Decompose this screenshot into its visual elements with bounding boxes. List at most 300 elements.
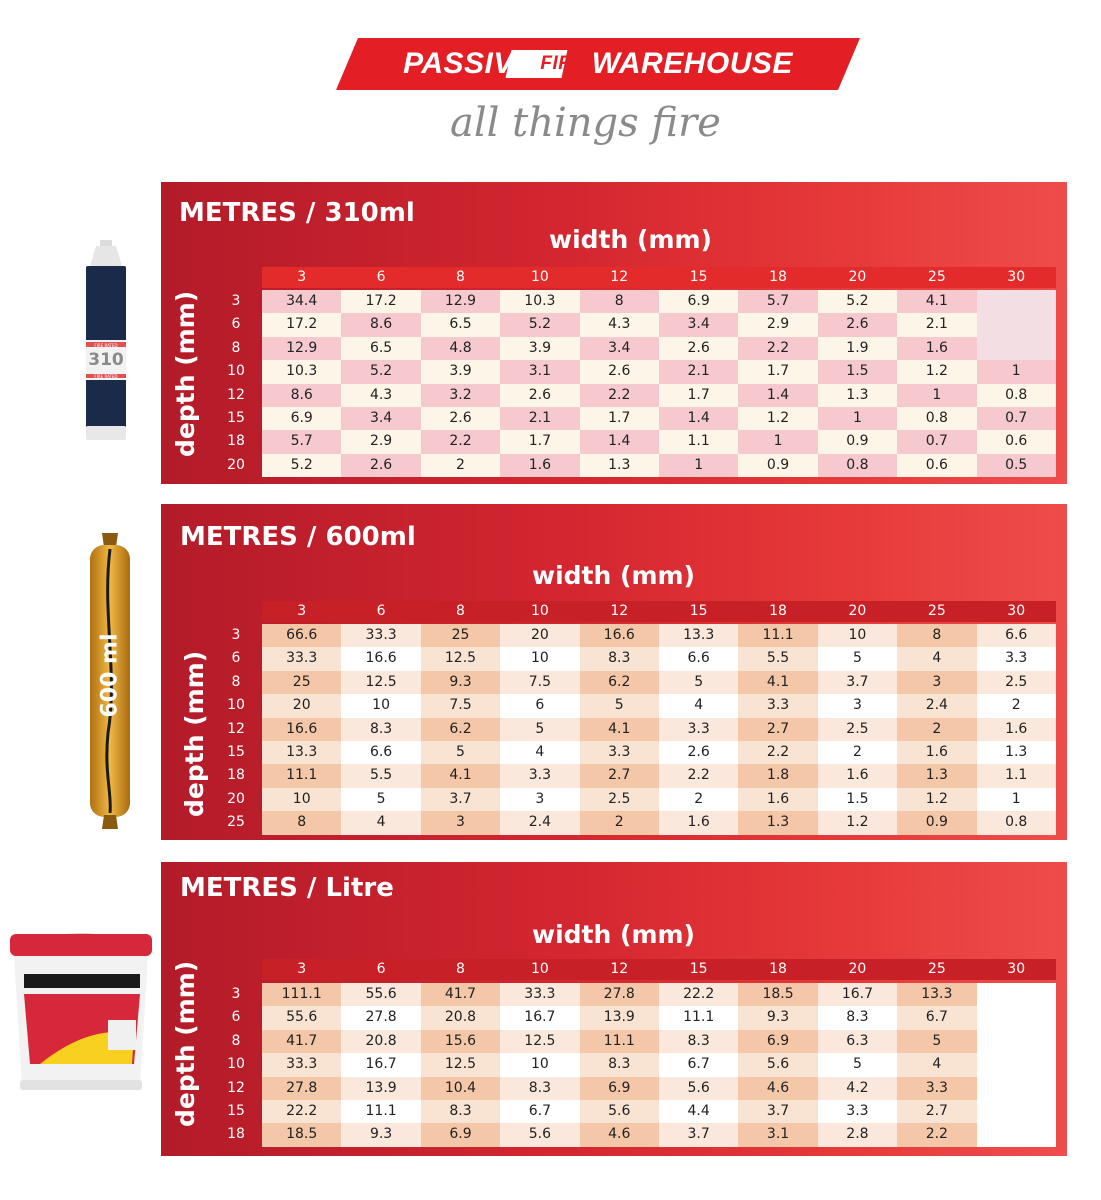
table-cell: 8 bbox=[262, 811, 341, 834]
table-cell: 2.4 bbox=[500, 811, 579, 834]
table-cell: 8.6 bbox=[341, 313, 420, 336]
table-cell: 0.8 bbox=[897, 407, 976, 430]
table-cell: 18.5 bbox=[738, 983, 817, 1006]
table-cell: 1.6 bbox=[659, 811, 738, 834]
table-cell: 4.2 bbox=[818, 1077, 897, 1100]
table-cell: 6.9 bbox=[262, 407, 341, 430]
table-cell: 8.3 bbox=[580, 1053, 659, 1076]
width-header-cell: 12 bbox=[610, 961, 629, 977]
table-cell: 25 bbox=[262, 671, 341, 694]
table-cell: 2.5 bbox=[818, 718, 897, 741]
table-cell: 4.6 bbox=[738, 1077, 817, 1100]
table-row bbox=[262, 1053, 1056, 1076]
table-cell: 9.3 bbox=[341, 1123, 420, 1146]
width-header-cell: 3 bbox=[297, 603, 307, 619]
table-cell: 2.1 bbox=[659, 360, 738, 383]
table-cell: 11.1 bbox=[341, 1100, 420, 1123]
brand-logo bbox=[336, 38, 860, 90]
table-cell: 2.9 bbox=[341, 430, 420, 453]
table-cell: 25 bbox=[421, 624, 500, 647]
table-row bbox=[262, 454, 1056, 477]
table-cell: 10.4 bbox=[421, 1077, 500, 1100]
table-cell: 55.6 bbox=[341, 983, 420, 1006]
table-row bbox=[262, 764, 1056, 787]
sausage-label: 600 ml bbox=[97, 633, 123, 718]
table-cell: 13.3 bbox=[897, 983, 976, 1006]
depth-row-label: 10 bbox=[227, 1056, 245, 1073]
table-cell: 2 bbox=[421, 454, 500, 477]
table-row bbox=[262, 313, 1056, 336]
table-cell: 8 bbox=[897, 624, 976, 647]
table-cell: 1.3 bbox=[818, 384, 897, 407]
cartridge-label-bottom: FIRE RATED bbox=[94, 374, 118, 379]
table-cell: 1.6 bbox=[818, 764, 897, 787]
table-cell: 3.7 bbox=[421, 788, 500, 811]
width-header-cell: 20 bbox=[848, 603, 867, 619]
table-cell: 1.2 bbox=[818, 811, 897, 834]
width-header-cell: 25 bbox=[927, 603, 946, 619]
width-header-cell: 3 bbox=[297, 961, 307, 977]
table-cell: 11.1 bbox=[580, 1030, 659, 1053]
table-cell: 1.6 bbox=[500, 454, 579, 477]
table-cell: 66.6 bbox=[262, 624, 341, 647]
table-cell: 18.5 bbox=[262, 1123, 341, 1146]
values-grid bbox=[262, 983, 1056, 1147]
table-cell: 5.2 bbox=[341, 360, 420, 383]
table-cell: 6.3 bbox=[818, 1030, 897, 1053]
table-cell: 5 bbox=[421, 741, 500, 764]
table-cell: 2.1 bbox=[897, 313, 976, 336]
table-cell: 10 bbox=[500, 647, 579, 670]
table-cell: 6.7 bbox=[897, 1006, 976, 1029]
table-cell: 55.6 bbox=[262, 1006, 341, 1029]
table-row bbox=[262, 788, 1056, 811]
table-cell: 2.6 bbox=[421, 407, 500, 430]
tagline: all things fire bbox=[450, 100, 721, 146]
table-cell: 3 bbox=[897, 671, 976, 694]
logo-word-fire: FIRE bbox=[540, 53, 586, 74]
width-header-cell: 18 bbox=[769, 603, 787, 619]
table-cell: 10.3 bbox=[500, 290, 579, 313]
table-cell: 2.5 bbox=[580, 788, 659, 811]
table-cell: 12.9 bbox=[421, 290, 500, 313]
table-cell: 1.7 bbox=[738, 360, 817, 383]
table-cell: 27.8 bbox=[580, 983, 659, 1006]
table-cell: 2.6 bbox=[341, 454, 420, 477]
table-cell: 1 bbox=[977, 788, 1056, 811]
table-cell: 1.7 bbox=[500, 430, 579, 453]
depth-row-label: 25 bbox=[227, 814, 245, 831]
table-cell: 2.6 bbox=[659, 741, 738, 764]
table-cell: 3.7 bbox=[738, 1100, 817, 1123]
depth-row-label: 18 bbox=[227, 767, 245, 784]
table-cell: 2.7 bbox=[580, 764, 659, 787]
table-cell: 3.3 bbox=[580, 741, 659, 764]
table-cell bbox=[977, 1100, 1056, 1123]
table-cell: 2.7 bbox=[738, 718, 817, 741]
table-cell: 6.7 bbox=[659, 1053, 738, 1076]
table-row bbox=[262, 1030, 1056, 1053]
table-cell: 1.3 bbox=[580, 454, 659, 477]
depth-row-label: 3 bbox=[231, 627, 241, 643]
table-cell: 1 bbox=[738, 430, 817, 453]
table-row bbox=[262, 1006, 1056, 1029]
table-cell: 4 bbox=[659, 694, 738, 717]
table-cell: 2.2 bbox=[738, 337, 817, 360]
panel-title: METRES / 600ml bbox=[180, 522, 416, 552]
table-cell: 5 bbox=[580, 694, 659, 717]
table-cell: 5.5 bbox=[738, 647, 817, 670]
table-cell: 0.9 bbox=[738, 454, 817, 477]
table-cell: 3.3 bbox=[738, 694, 817, 717]
table-cell: 1.2 bbox=[897, 788, 976, 811]
table-cell: 2.6 bbox=[500, 384, 579, 407]
table-cell: 111.1 bbox=[262, 983, 341, 1006]
table-cell: 16.6 bbox=[580, 624, 659, 647]
table-cell: 5 bbox=[659, 671, 738, 694]
depth-label-column bbox=[212, 290, 260, 477]
table-cell: 0.6 bbox=[897, 454, 976, 477]
table-cell: 12.5 bbox=[341, 671, 420, 694]
table-cell: 4.1 bbox=[738, 671, 817, 694]
table-row bbox=[262, 983, 1056, 1006]
table-cell: 1.7 bbox=[659, 384, 738, 407]
table-cell: 10 bbox=[341, 694, 420, 717]
table-cell: 4.3 bbox=[341, 384, 420, 407]
table-cell: 0.7 bbox=[897, 430, 976, 453]
table-cell bbox=[977, 1053, 1056, 1076]
table-cell: 27.8 bbox=[262, 1077, 341, 1100]
table-cell: 5.6 bbox=[500, 1123, 579, 1146]
table-cell: 1 bbox=[977, 360, 1056, 383]
table-cell: 8.3 bbox=[580, 647, 659, 670]
table-cell: 1.5 bbox=[818, 788, 897, 811]
table-cell: 6.7 bbox=[500, 1100, 579, 1123]
width-header-cell: 10 bbox=[530, 603, 549, 619]
table-cell: 8.3 bbox=[818, 1006, 897, 1029]
width-header-cell: 30 bbox=[1007, 603, 1026, 619]
table-cell: 5 bbox=[341, 788, 420, 811]
table-cell: 3.3 bbox=[659, 718, 738, 741]
table-cell: 1.3 bbox=[977, 741, 1056, 764]
table-cell: 4.1 bbox=[897, 290, 976, 313]
width-header-cell: 6 bbox=[376, 269, 386, 285]
cartridge-310-image bbox=[84, 240, 128, 442]
cartridge-label-top: FIRE RATED bbox=[94, 343, 118, 348]
table-cell: 12.5 bbox=[421, 1053, 500, 1076]
width-header-cell: 20 bbox=[848, 961, 867, 977]
table-row bbox=[262, 384, 1056, 407]
table-cell: 3.2 bbox=[421, 384, 500, 407]
table-cell: 11.1 bbox=[738, 624, 817, 647]
table-row bbox=[262, 337, 1056, 360]
table-cell: 10 bbox=[818, 624, 897, 647]
table-cell: 2.6 bbox=[659, 337, 738, 360]
table-cell: 5.6 bbox=[580, 1100, 659, 1123]
table-cell bbox=[977, 1030, 1056, 1053]
table-cell: 1 bbox=[659, 454, 738, 477]
width-header-cell: 25 bbox=[927, 961, 946, 977]
table-cell: 5.7 bbox=[738, 290, 817, 313]
table-cell: 6.5 bbox=[421, 313, 500, 336]
panel-title: METRES / 310ml bbox=[179, 198, 415, 228]
width-header-cell: 20 bbox=[848, 269, 867, 285]
table-cell: 3.9 bbox=[500, 337, 579, 360]
table-cell: 0.5 bbox=[977, 454, 1056, 477]
table-row bbox=[262, 624, 1056, 647]
table-cell: 41.7 bbox=[421, 983, 500, 1006]
width-header-cell: 15 bbox=[689, 961, 708, 977]
table-cell: 1.4 bbox=[738, 384, 817, 407]
depth-row-label: 8 bbox=[231, 339, 241, 356]
depth-row-label: 10 bbox=[227, 363, 245, 380]
table-cell: 33.3 bbox=[341, 624, 420, 647]
table-row bbox=[262, 290, 1056, 313]
table-cell: 6.2 bbox=[580, 671, 659, 694]
table-cell: 13.9 bbox=[580, 1006, 659, 1029]
table-cell: 2.5 bbox=[977, 671, 1056, 694]
width-header-cell: 30 bbox=[1007, 961, 1026, 977]
table-cell: 6.2 bbox=[421, 718, 500, 741]
table-cell: 1 bbox=[818, 407, 897, 430]
table-cell: 41.7 bbox=[262, 1030, 341, 1053]
table-cell: 12.9 bbox=[262, 337, 341, 360]
width-axis-label: width (mm) bbox=[549, 225, 712, 254]
table-cell: 6.6 bbox=[659, 647, 738, 670]
values-grid bbox=[262, 624, 1056, 835]
table-cell: 17.2 bbox=[262, 313, 341, 336]
table-cell: 2.2 bbox=[659, 764, 738, 787]
depth-row-label: 18 bbox=[227, 433, 245, 450]
table-cell: 4.8 bbox=[421, 337, 500, 360]
values-grid bbox=[262, 290, 1056, 477]
table-cell: 17.2 bbox=[341, 290, 420, 313]
width-header-cell: 6 bbox=[376, 603, 386, 619]
table-cell: 0.9 bbox=[897, 811, 976, 834]
table-cell: 1.3 bbox=[738, 811, 817, 834]
table-cell: 33.3 bbox=[262, 1053, 341, 1076]
depth-row-label: 15 bbox=[227, 743, 245, 760]
depth-axis-label: depth (mm) bbox=[171, 290, 200, 457]
table-cell: 3.7 bbox=[659, 1123, 738, 1146]
table-cell: 16.7 bbox=[500, 1006, 579, 1029]
table-cell: 15.6 bbox=[421, 1030, 500, 1053]
table-cell: 5.5 bbox=[341, 764, 420, 787]
table-cell: 2.6 bbox=[580, 360, 659, 383]
table-cell: 1 bbox=[897, 384, 976, 407]
table-cell: 3.1 bbox=[500, 360, 579, 383]
table-row bbox=[262, 671, 1056, 694]
table-cell: 13.9 bbox=[341, 1077, 420, 1100]
width-header-cell: 3 bbox=[297, 269, 307, 285]
table-cell: 1.6 bbox=[977, 718, 1056, 741]
table-cell: 10.3 bbox=[262, 360, 341, 383]
table-cell: 1.6 bbox=[897, 337, 976, 360]
width-header-cell: 6 bbox=[376, 961, 386, 977]
width-axis-label: width (mm) bbox=[532, 920, 695, 949]
table-cell: 16.6 bbox=[262, 718, 341, 741]
table-cell: 1.4 bbox=[659, 407, 738, 430]
table-cell: 2.2 bbox=[738, 741, 817, 764]
table-cell: 3.1 bbox=[738, 1123, 817, 1146]
table-cell: 7.5 bbox=[500, 671, 579, 694]
table-cell: 8.3 bbox=[341, 718, 420, 741]
table-cell: 4 bbox=[500, 741, 579, 764]
table-cell: 4.4 bbox=[659, 1100, 738, 1123]
table-cell: 2.2 bbox=[421, 430, 500, 453]
table-cell: 5.2 bbox=[818, 290, 897, 313]
table-cell: 0.8 bbox=[818, 454, 897, 477]
table-cell: 6.6 bbox=[341, 741, 420, 764]
table-cell: 8.6 bbox=[262, 384, 341, 407]
depth-row-label: 3 bbox=[231, 986, 241, 1002]
table-cell: 3 bbox=[500, 788, 579, 811]
table-cell: 5.2 bbox=[500, 313, 579, 336]
bucket-litre-image bbox=[10, 924, 152, 1094]
depth-row-label: 12 bbox=[227, 1079, 245, 1096]
cartridge-number: 310 bbox=[88, 350, 124, 370]
table-row bbox=[262, 360, 1056, 383]
panel-title: METRES / Litre bbox=[180, 873, 394, 903]
table-cell: 13.3 bbox=[262, 741, 341, 764]
table-cell: 3 bbox=[421, 811, 500, 834]
table-cell: 8.3 bbox=[421, 1100, 500, 1123]
table-cell: 4 bbox=[341, 811, 420, 834]
table-cell: 6.6 bbox=[977, 624, 1056, 647]
table-cell: 10 bbox=[500, 1053, 579, 1076]
table-row bbox=[262, 1100, 1056, 1123]
depth-row-label: 20 bbox=[227, 456, 245, 473]
table-cell: 3.9 bbox=[421, 360, 500, 383]
width-header-cell: 15 bbox=[689, 269, 708, 285]
table-row bbox=[262, 430, 1056, 453]
table-row bbox=[262, 407, 1056, 430]
table-cell: 22.2 bbox=[659, 983, 738, 1006]
table-cell: 20 bbox=[262, 694, 341, 717]
table-cell: 2 bbox=[977, 694, 1056, 717]
logo-wordmark bbox=[336, 38, 860, 90]
table-row bbox=[262, 718, 1056, 741]
table-cell: 4.6 bbox=[580, 1123, 659, 1146]
table-cell: 3.7 bbox=[818, 671, 897, 694]
table-cell: 1.2 bbox=[738, 407, 817, 430]
table-cell: 5 bbox=[897, 1030, 976, 1053]
width-header-row bbox=[262, 267, 1056, 288]
table-cell: 10 bbox=[262, 788, 341, 811]
table-cell: 12.5 bbox=[421, 647, 500, 670]
table-cell: 2.2 bbox=[580, 384, 659, 407]
logo-word-passive: PASSIVE bbox=[403, 47, 535, 80]
table-cell bbox=[977, 1077, 1056, 1100]
table-cell: 1.5 bbox=[818, 360, 897, 383]
table-cell: 0.6 bbox=[977, 430, 1056, 453]
table-cell: 5.7 bbox=[262, 430, 341, 453]
table-cell: 5 bbox=[818, 647, 897, 670]
width-header-cell: 8 bbox=[456, 603, 465, 619]
table-cell: 1.7 bbox=[580, 407, 659, 430]
depth-label-column bbox=[212, 983, 260, 1147]
table-cell: 5.6 bbox=[659, 1077, 738, 1100]
table-row bbox=[262, 694, 1056, 717]
depth-row-label: 6 bbox=[231, 1009, 241, 1026]
table-cell: 1.1 bbox=[977, 764, 1056, 787]
width-header-cell: 18 bbox=[769, 961, 787, 977]
table-cell: 3.4 bbox=[659, 313, 738, 336]
table-cell: 20.8 bbox=[421, 1006, 500, 1029]
table-cell bbox=[977, 337, 1056, 360]
table-cell: 3.3 bbox=[897, 1077, 976, 1100]
depth-row-label: 8 bbox=[231, 1032, 241, 1049]
table-cell: 3.3 bbox=[977, 647, 1056, 670]
table-cell: 22.2 bbox=[262, 1100, 341, 1123]
table-cell: 2.4 bbox=[897, 694, 976, 717]
table-cell: 3.3 bbox=[818, 1100, 897, 1123]
table-cell bbox=[977, 313, 1056, 336]
width-header-cell: 12 bbox=[610, 269, 629, 285]
table-cell: 16.7 bbox=[818, 983, 897, 1006]
width-header-cell: 10 bbox=[530, 269, 549, 285]
table-cell: 2.9 bbox=[738, 313, 817, 336]
table-cell: 33.3 bbox=[500, 983, 579, 1006]
table-cell bbox=[977, 290, 1056, 313]
table-cell: 5.6 bbox=[738, 1053, 817, 1076]
table-cell: 4.3 bbox=[580, 313, 659, 336]
table-cell: 2.8 bbox=[818, 1123, 897, 1146]
width-header-cell: 12 bbox=[610, 603, 629, 619]
table-cell: 1.6 bbox=[738, 788, 817, 811]
table-cell: 6.9 bbox=[738, 1030, 817, 1053]
table-cell: 6.5 bbox=[341, 337, 420, 360]
width-header-row bbox=[262, 959, 1056, 980]
table-cell: 12.5 bbox=[500, 1030, 579, 1053]
table-cell: 8.3 bbox=[659, 1030, 738, 1053]
depth-row-label: 3 bbox=[231, 293, 241, 309]
depth-row-label: 12 bbox=[227, 720, 245, 737]
table-cell: 0.9 bbox=[818, 430, 897, 453]
depth-axis-label: depth (mm) bbox=[171, 960, 200, 1127]
table-cell: 6.9 bbox=[580, 1077, 659, 1100]
table-cell: 2.6 bbox=[818, 313, 897, 336]
table-cell: 2 bbox=[818, 741, 897, 764]
table-cell: 34.4 bbox=[262, 290, 341, 313]
width-header-cell: 18 bbox=[769, 269, 787, 285]
depth-row-label: 15 bbox=[227, 409, 245, 426]
table-cell: 6.9 bbox=[421, 1123, 500, 1146]
table-row bbox=[262, 647, 1056, 670]
width-axis-label: width (mm) bbox=[532, 561, 695, 590]
table-cell: 11.1 bbox=[659, 1006, 738, 1029]
table-cell: 20.8 bbox=[341, 1030, 420, 1053]
width-header-cell: 8 bbox=[456, 961, 465, 977]
table-cell: 27.8 bbox=[341, 1006, 420, 1029]
table-cell: 8 bbox=[580, 290, 659, 313]
table-cell: 1.6 bbox=[897, 741, 976, 764]
table-cell: 2.1 bbox=[500, 407, 579, 430]
width-header-cell: 8 bbox=[456, 269, 465, 285]
table-cell: 2.7 bbox=[897, 1100, 976, 1123]
table-cell: 5.2 bbox=[262, 454, 341, 477]
depth-row-label: 20 bbox=[227, 790, 245, 807]
table-cell: 6 bbox=[500, 694, 579, 717]
table-cell: 33.3 bbox=[262, 647, 341, 670]
table-cell bbox=[977, 983, 1056, 1006]
depth-row-label: 12 bbox=[227, 386, 245, 403]
table-cell: 1.3 bbox=[897, 764, 976, 787]
table-cell: 9.3 bbox=[421, 671, 500, 694]
table-cell: 3.3 bbox=[500, 764, 579, 787]
table-cell: 2 bbox=[659, 788, 738, 811]
depth-axis-label: depth (mm) bbox=[180, 650, 209, 817]
